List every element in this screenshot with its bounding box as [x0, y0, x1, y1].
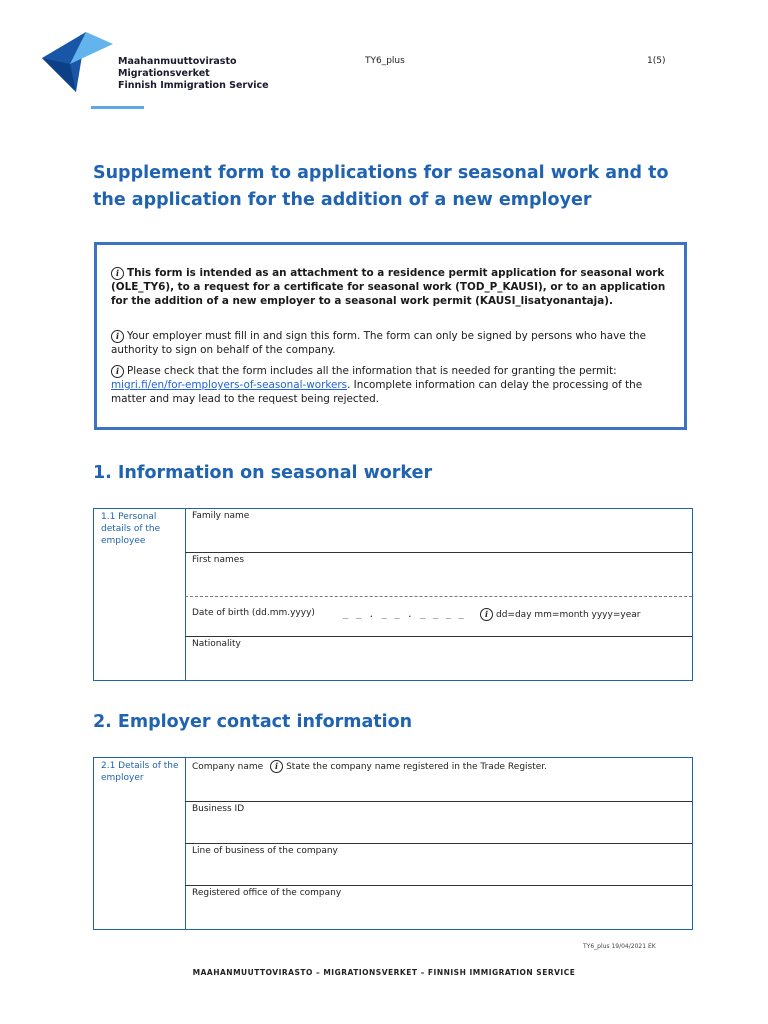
section-1-left-label: 1.1 Personal details of the employee — [101, 512, 161, 546]
dob-hint: i dd=day mm=month yyyy=year — [480, 608, 640, 621]
seasonal-workers-link[interactable]: migri.fi/en/for-employers-of-seasonal-workers — [111, 379, 348, 391]
info-icon: i — [270, 760, 283, 773]
section-2-left-column — [94, 758, 186, 929]
org-name-en: Finnish Immigration Service — [118, 80, 269, 91]
info-icon: i — [480, 608, 493, 621]
company-name-label: Company name i State the company name registered in the Trade Register. — [192, 761, 548, 772]
doc-code: TY6_plus — [365, 56, 405, 66]
header-rule — [91, 106, 144, 109]
business-id-label: Business ID — [192, 804, 245, 814]
org-names — [118, 56, 269, 92]
footer-org-line: MAAHANMUUTTOVIRASTO – MIGRATIONSVERKET – FINNISH IMMIGRATION SERVICE — [192, 968, 576, 977]
line-of-business-field[interactable] — [185, 844, 692, 885]
info-icon: i — [111, 330, 124, 343]
line-of-business-label: Line of business of the company — [192, 846, 338, 856]
section-1-heading: 1. Information on seasonal worker — [93, 463, 433, 483]
org-name-fi: Maahanmuuttovirasto — [118, 56, 237, 67]
nationality-field[interactable] — [185, 637, 692, 680]
section-2-heading: 2. Employer contact information — [93, 712, 413, 732]
org-name-sv: Migrationsverket — [118, 68, 210, 79]
family-name-label: Family name — [192, 511, 250, 521]
business-id-field[interactable] — [185, 802, 692, 843]
info-icon: i — [111, 267, 124, 280]
page-title: Supplement form to applications for seasonal work and to the application for the addition of a new employer — [93, 163, 669, 210]
date-of-birth-field[interactable] — [185, 606, 692, 636]
first-names-label: First names — [192, 555, 245, 565]
registered-office-field[interactable] — [185, 886, 692, 929]
info-box — [94, 242, 687, 430]
registered-office-label: Registered office of the company — [192, 888, 342, 898]
info-paragraph-3: i Please check that the form includes all the information that is needed for granting the permit: migri.fi/en/for-employers-of-seasonal-workers. Incomplete information can delay the processing of the matter and may lead to the request being rejected. — [111, 365, 643, 405]
employer-table — [93, 757, 693, 930]
company-name-hint: State the company name registered in the Trade Register. — [286, 762, 548, 772]
section-2-left-label: 2.1 Details of the employer — [101, 761, 179, 783]
nationality-label: Nationality — [192, 639, 241, 649]
info-icon: i — [111, 365, 124, 378]
info-paragraph-2: i Your employer must fill in and sign this form. The form can only be signed by persons who have the authority to sign on behalf of the company. — [111, 330, 647, 356]
first-names-field[interactable] — [185, 553, 692, 596]
dob-label: Date of birth (dd.mm.yyyy) — [192, 608, 315, 618]
seasonal-worker-table — [93, 508, 693, 681]
migri-logo — [40, 30, 115, 92]
family-name-field[interactable] — [185, 509, 692, 552]
row-separator — [185, 596, 692, 597]
company-name-field[interactable] — [185, 758, 692, 801]
form-version: TY6_plus 19/04/2021 EK — [583, 943, 656, 950]
section-1-left-column — [94, 509, 186, 680]
info-paragraph-1: i This form is intended as an attachment to a residence permit application for seasonal work (OLE_TY6), to a request for a certificate for seasonal work (TOD_P_KAUSI), or to an application for the addition of a new employer to a seasonal work permit (KAUSI_lisatyonantaja). — [111, 267, 666, 307]
page-number: 1(5) — [647, 56, 666, 66]
dob-input-mask[interactable]: _ _ . _ _ . _ _ _ _ — [343, 610, 465, 620]
